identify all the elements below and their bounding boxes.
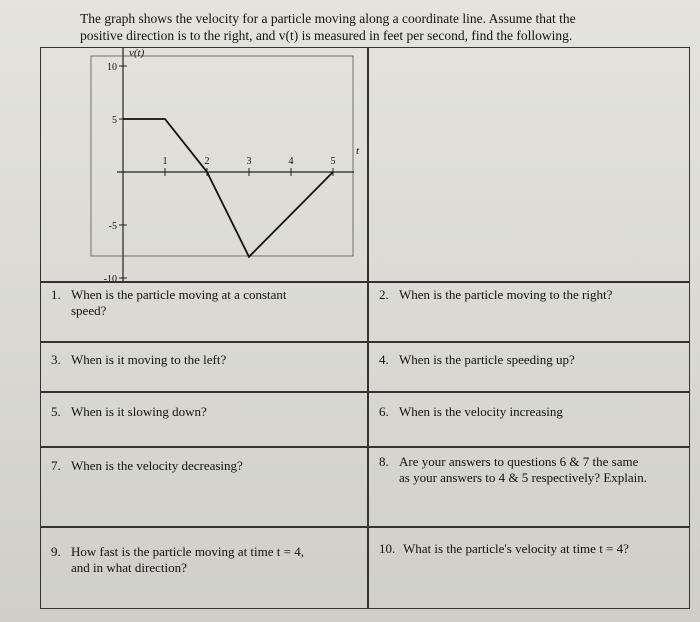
y-tick-label: 5: [112, 115, 117, 126]
question-text-cont: speed?: [71, 303, 107, 318]
question-8: [379, 454, 684, 486]
question-text: When is the velocity increasing: [399, 404, 563, 419]
question-1: [51, 287, 351, 319]
y-axis-label: v(t): [129, 48, 145, 60]
column-divider: [367, 48, 369, 608]
y-tick-label: -10: [103, 274, 117, 281]
intro-line-2: positive direction is to the right, and v(t) is measured in feet per second, find the following.: [80, 28, 573, 43]
question-6: [379, 404, 684, 420]
question-text: When is it moving to the left?: [71, 352, 227, 367]
question-text-cont: and in what direction?: [71, 560, 187, 575]
question-text: When is the velocity decreasing?: [71, 458, 243, 473]
question-9: [51, 544, 361, 576]
question-text: When is the particle speeding up?: [399, 352, 575, 367]
question-number: 5.: [51, 404, 61, 419]
question-number: 10.: [379, 541, 396, 556]
row-divider: [41, 391, 689, 393]
graph-frame: [91, 56, 353, 256]
question-10: [379, 541, 684, 557]
x-tick-label: 2: [204, 156, 210, 167]
question-3: [51, 352, 351, 368]
x-tick-label: 1: [162, 156, 168, 167]
x-tick-label: 4: [288, 156, 294, 167]
question-text: How fast is the particle moving at time t = 4,: [71, 544, 304, 559]
question-number: 3.: [51, 352, 61, 367]
velocity-line: [123, 119, 333, 257]
y-tick-label: -5: [108, 221, 117, 232]
question-number: 8.: [379, 454, 389, 469]
velocity-graph: [41, 48, 367, 281]
x-tick-label: 5: [330, 156, 336, 167]
question-2: [379, 287, 684, 303]
question-text: When is the particle moving to the right?: [399, 287, 613, 302]
question-text: Are your answers to questions 6 & 7 the same: [399, 454, 639, 469]
intro-text: [80, 10, 640, 44]
question-number: 4.: [379, 352, 389, 367]
question-5: [51, 404, 351, 420]
question-number: 9.: [51, 544, 61, 559]
question-number: 2.: [379, 287, 389, 302]
intro-line-1: The graph shows the velocity for a particle moving along a coordinate line. Assume that the: [80, 11, 576, 26]
row-divider: [41, 446, 689, 448]
question-number: 1.: [51, 287, 61, 302]
question-text-cont: as your answers to 4 & 5 respectively? Explain.: [399, 470, 648, 485]
question-number: 7.: [51, 458, 61, 473]
y-tick-label: 10: [107, 62, 117, 73]
question-7: [51, 458, 351, 474]
question-table: [40, 47, 690, 609]
question-4: [379, 352, 684, 368]
x-axis-label: t: [356, 145, 360, 157]
question-text: What is the particle's velocity at time t = 4?: [403, 541, 629, 556]
row-divider: [41, 341, 689, 343]
question-text: When is the particle moving at a constant: [71, 287, 287, 302]
question-number: 6.: [379, 404, 389, 419]
question-text: When is it slowing down?: [71, 404, 207, 419]
row-divider: [41, 526, 689, 528]
x-tick-label: 3: [246, 156, 252, 167]
row-divider: [41, 281, 689, 283]
